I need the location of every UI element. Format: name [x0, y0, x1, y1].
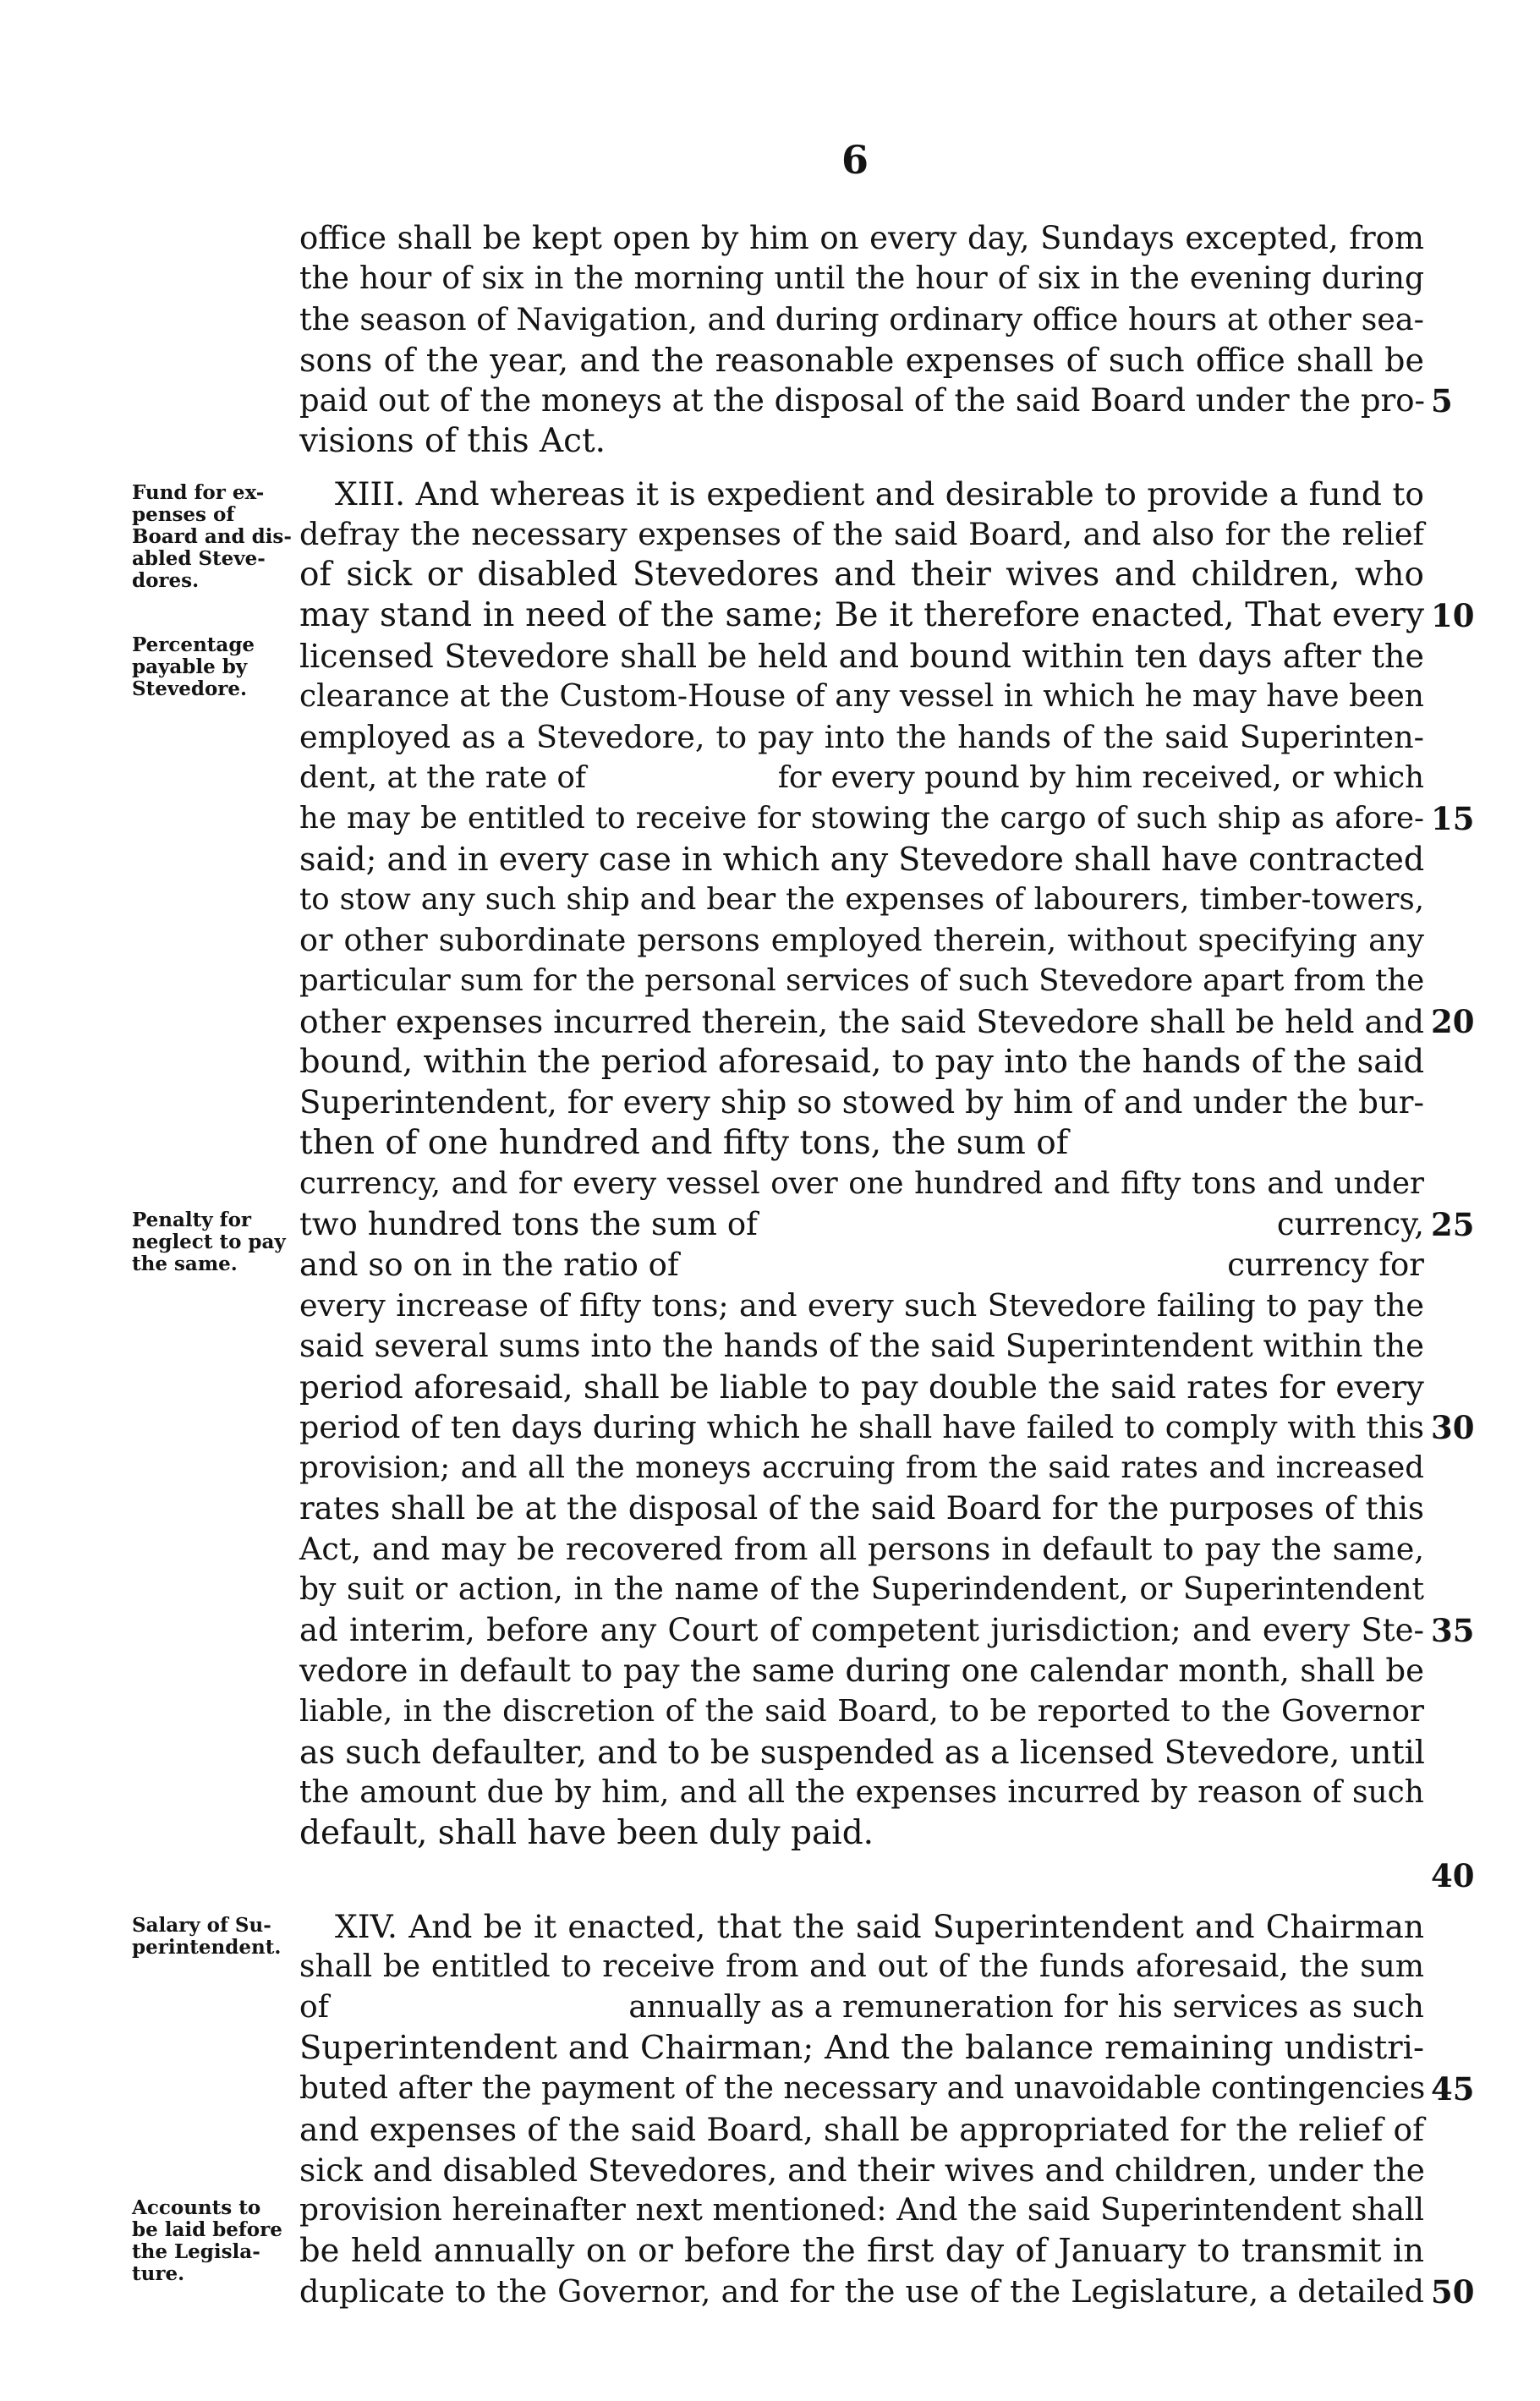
- body-line: bound, within the period aforesaid, to pay into the hands of the said: [299, 1043, 1425, 1081]
- body-line: office shall be kept open by him on every day, Sundays excepted, from: [299, 220, 1424, 256]
- body-line: then of one hundred and fifty tons, the sum of: [299, 1124, 1069, 1162]
- body-line: said several sums into the hands of the said Superintendent within the: [299, 1328, 1424, 1364]
- body-line: Superintendent and Chairman; And the balance remaining undistri-: [299, 2029, 1424, 2067]
- body-line: of annually as a remuneration for his services as such: [299, 1990, 1424, 2025]
- body-line: period aforesaid, shall be liable to pay double the said rates for every: [299, 1368, 1424, 1406]
- section-xiii-heading-line: XIII. And whereas it is expedient and desirable to provide a fund to: [335, 475, 1424, 513]
- line-number: 10: [1431, 597, 1475, 634]
- body-line: may stand in need of the same; Be it therefore enacted, That every: [299, 596, 1424, 634]
- body-line: vedore in default to pay the same during one calendar month, shall be: [299, 1653, 1424, 1689]
- body-line: Superintendent, for every ship so stowed by him of and under the bur-: [299, 1084, 1424, 1121]
- line-number: 45: [1431, 2070, 1475, 2108]
- body-line: sons of the year, and the reasonable expenses of such office shall be: [299, 342, 1424, 379]
- body-line: to stow any such ship and bear the expenses of labourers, timber-towers,: [299, 882, 1424, 917]
- body-line: licensed Stevedore shall be held and bound within ten days after the: [299, 638, 1424, 675]
- body-line: period of ten days during which he shall have failed to comply with this: [299, 1409, 1424, 1445]
- body-line: visions of this Act.: [299, 422, 606, 460]
- margin-note-accounts: Accounts to be laid before the Legisla- ture.: [132, 2196, 282, 2285]
- line-number: 40: [1431, 1857, 1475, 1894]
- body-line: and expenses of the said Board, shall be appropriated for the relief of: [299, 2111, 1424, 2148]
- body-line: or other subordinate persons employed therein, without specifying any: [299, 922, 1424, 958]
- body-line: ad interim, before any Court of competent jurisdiction; and every Ste-: [299, 1612, 1424, 1648]
- line-number: 5: [1431, 382, 1453, 419]
- body-line: paid out of the moneys at the disposal of the said Board under the pro-: [299, 382, 1426, 419]
- body-line: rates shall be at the disposal of the said Board for the purposes of this: [299, 1490, 1424, 1527]
- line-number: 20: [1431, 1003, 1475, 1040]
- body-line: of sick or disabled Stevedores and their wives and children, who: [299, 556, 1424, 594]
- body-line: default, shall have been duly paid.: [299, 1814, 874, 1852]
- body-line: shall be entitled to receive from and out of the funds aforesaid, the sum: [299, 1949, 1424, 1984]
- body-line: currency, and for every vessel over one hundred and fifty tons and under: [299, 1166, 1424, 1201]
- body-line: Act, and may be recovered from all persons in default to pay the same,: [299, 1531, 1424, 1567]
- margin-note-fund: Fund for ex- penses of Board and dis- abled Steve- dores.: [132, 481, 292, 592]
- margin-note-percentage: Percentage payable by Stevedore.: [132, 633, 255, 700]
- body-line: provision hereinafter next mentioned: And the said Superintendent shall: [299, 2193, 1424, 2228]
- body-line: by suit or action, in the name of the Superindendent, or Superintendent: [299, 1572, 1424, 1607]
- body-line: the season of Navigation, and during ordinary office hours at other sea-: [299, 301, 1424, 337]
- body-line: said; and in every case in which any Stevedore shall have contracted: [299, 841, 1425, 878]
- body-line: defray the necessary expenses of the said Board, and also for the relief: [299, 516, 1424, 552]
- body-line: particular sum for the personal services of such Stevedore apart from the: [299, 963, 1425, 998]
- line-number: 50: [1431, 2273, 1475, 2311]
- page-number: 6: [841, 137, 869, 183]
- margin-note-salary: Salary of Su- perintendent.: [132, 1914, 282, 1959]
- body-line: sick and disabled Stevedores, and their wives and children, under the: [299, 2152, 1425, 2189]
- body-line: be held annually on or before the first day of January to transmit in: [299, 2232, 1424, 2270]
- body-line: the hour of six in the morning until the hour of six in the evening during: [299, 261, 1424, 296]
- margin-note-penalty: Penalty for neglect to pay the same.: [132, 1209, 286, 1275]
- line-number: 35: [1431, 1612, 1475, 1649]
- body-line: other expenses incurred therein, the said Stevedore shall be held and: [299, 1003, 1424, 1040]
- body-line: liable, in the discretion of the said Board, to be reported to the Governor: [299, 1694, 1424, 1729]
- body-line: he may be entitled to receive for stowing the cargo of such ship as afore-: [299, 801, 1424, 836]
- body-line: every increase of fifty tons; and every such Stevedore failing to pay the: [299, 1287, 1424, 1324]
- body-line: two hundred tons the sum of currency,: [299, 1206, 1424, 1242]
- body-line: the amount due by him, and all the expenses incurred by reason of such: [299, 1775, 1424, 1810]
- body-line: and so on in the ratio of currency for: [299, 1247, 1424, 1283]
- body-line: employed as a Stevedore, to pay into the hands of the said Superinten-: [299, 719, 1424, 755]
- line-number: 25: [1431, 1206, 1475, 1243]
- line-number: 30: [1431, 1409, 1475, 1446]
- body-line: duplicate to the Governor, and for the use of the Legislature, a detailed: [299, 2273, 1424, 2310]
- body-line: buted after the payment of the necessary and unavoidable contingencies: [299, 2071, 1426, 2106]
- section-xiv-heading-line: XIV. And be it enacted, that the said Superintendent and Chairman: [335, 1908, 1424, 1945]
- line-number: 15: [1431, 800, 1475, 837]
- body-line: dent, at the rate of for every pound by him received, or which: [299, 760, 1424, 795]
- body-line: as such defaulter, and to be suspended as a licensed Stevedore, until: [299, 1734, 1425, 1771]
- body-line: provision; and all the moneys accruing from the said rates and increased: [299, 1450, 1424, 1485]
- body-line: clearance at the Custom-House of any vessel in which he may have been: [299, 679, 1424, 714]
